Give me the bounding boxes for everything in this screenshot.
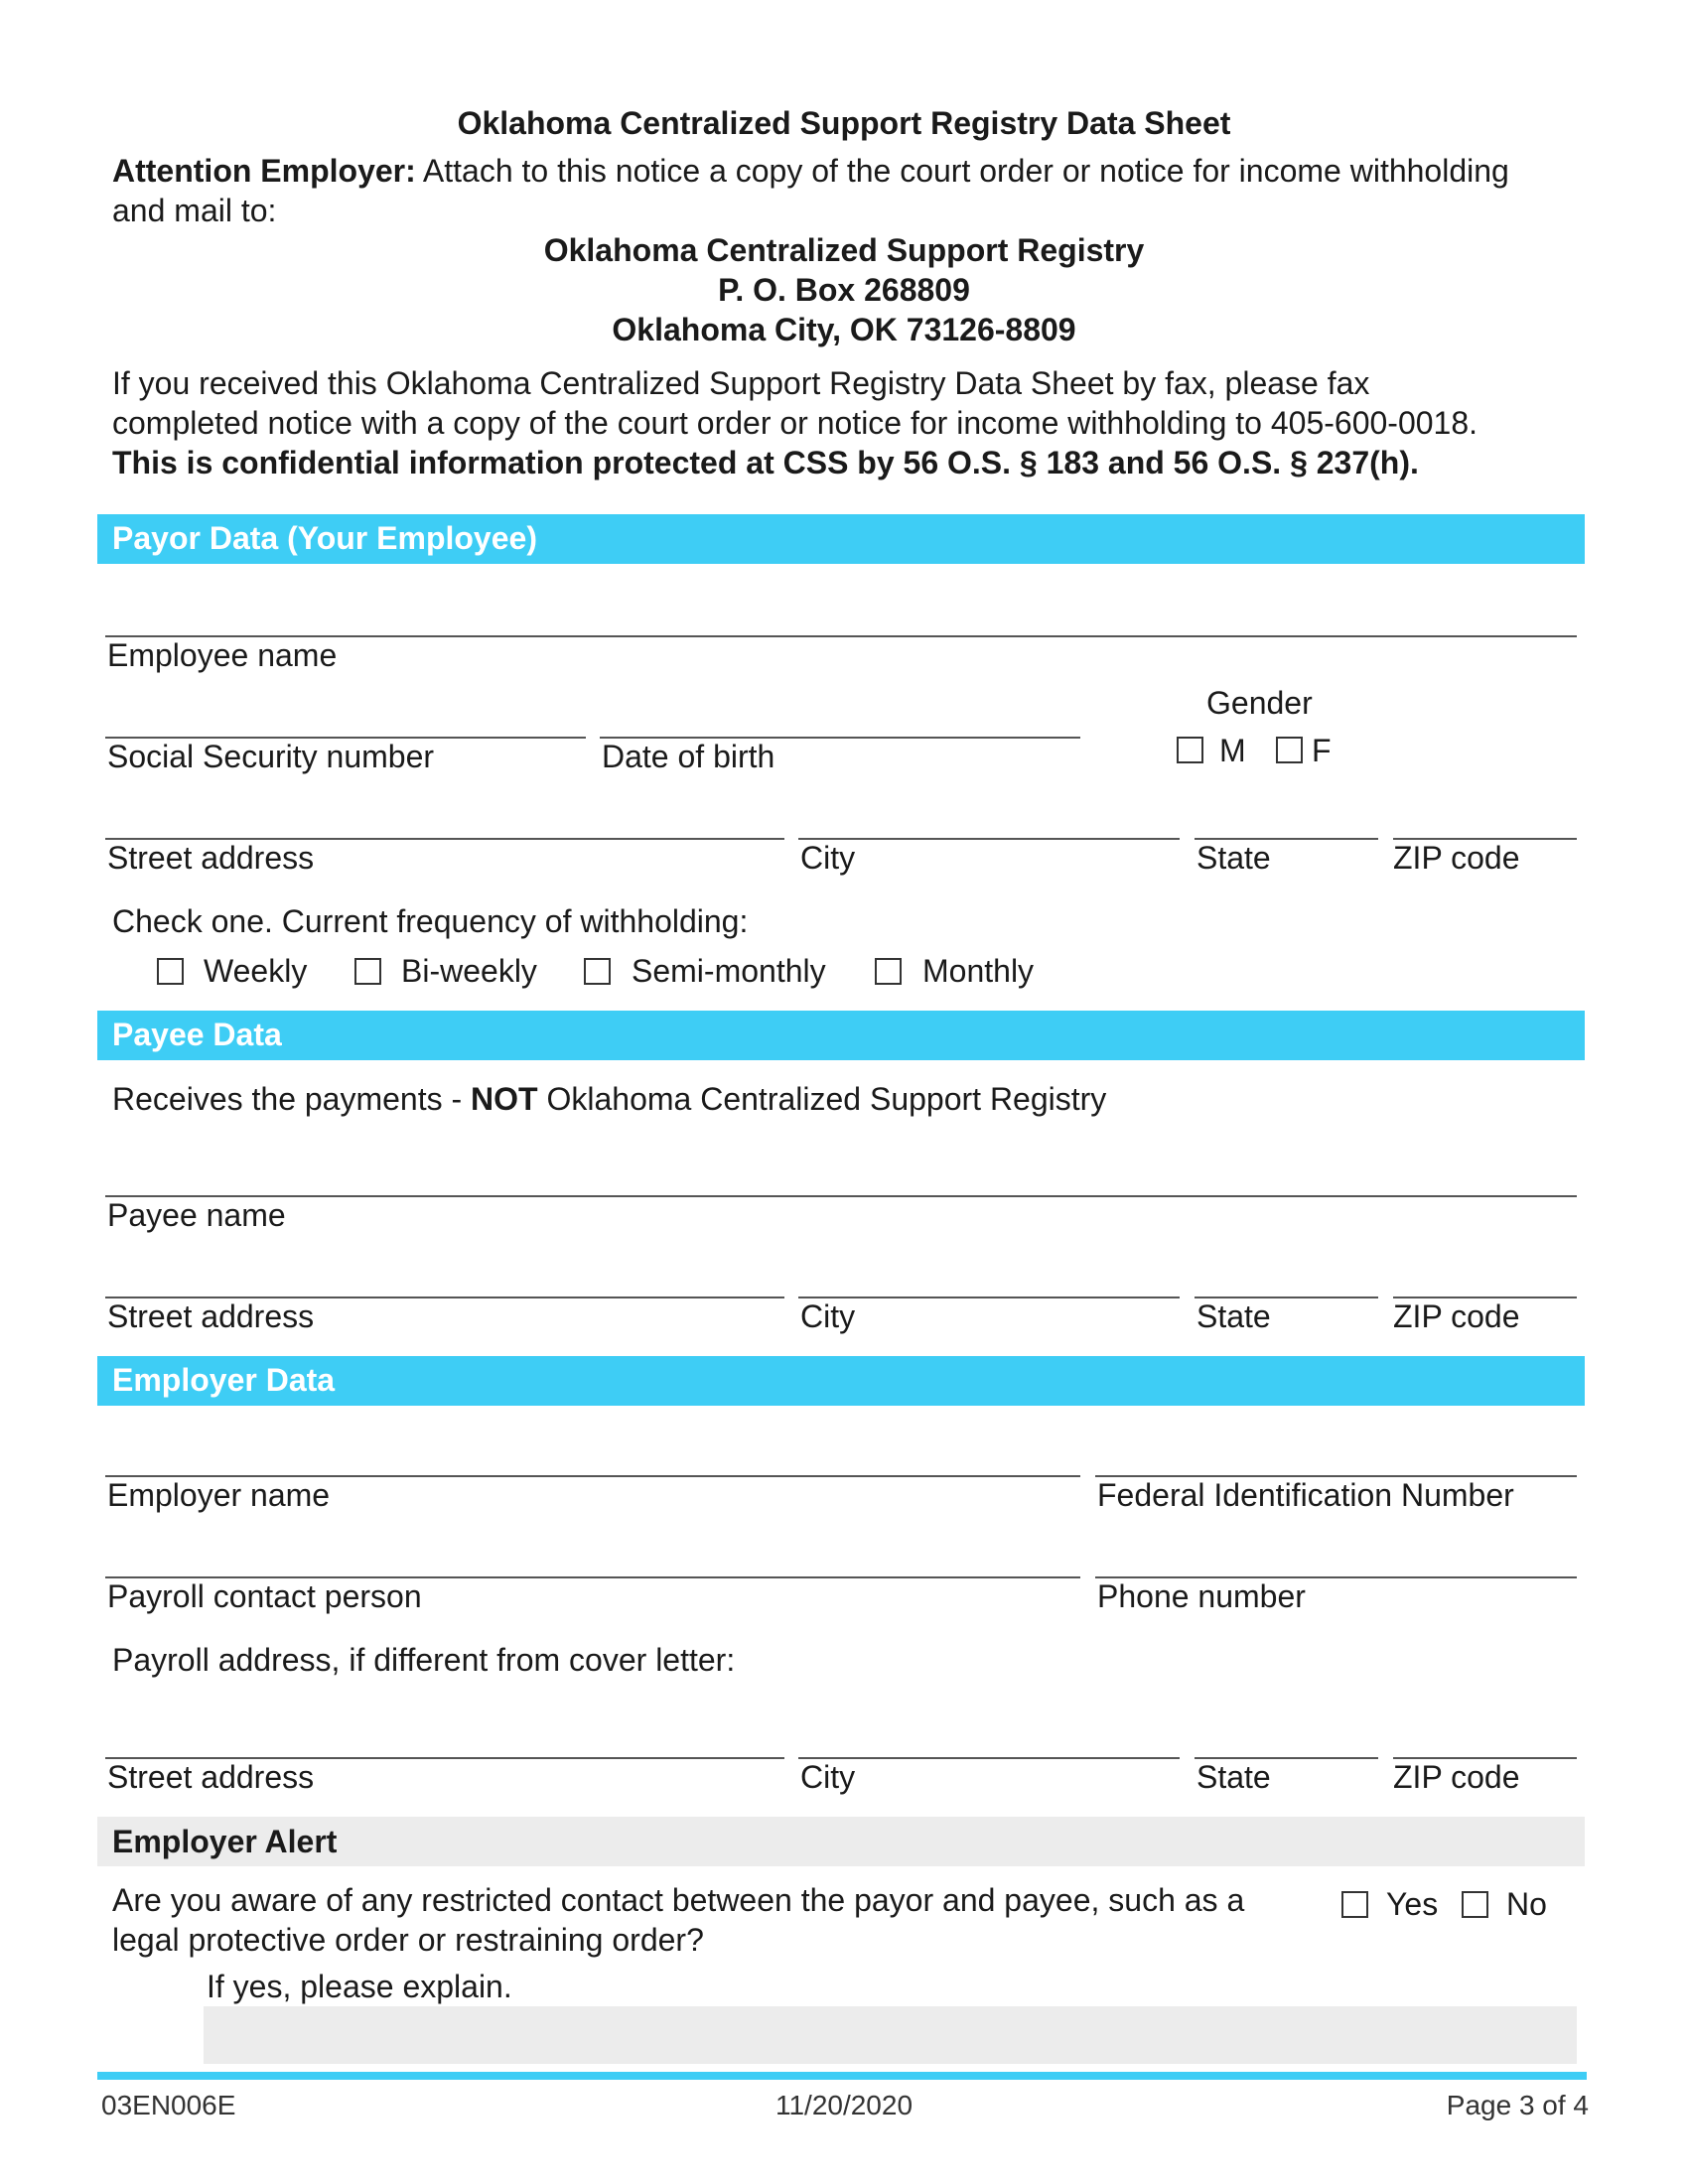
payee-state-label: State bbox=[1196, 1298, 1271, 1334]
freq-biweekly-checkbox[interactable] bbox=[354, 958, 381, 985]
frequency-label: Check one. Current frequency of withholding: bbox=[112, 903, 749, 939]
payor-street-label: Street address bbox=[107, 840, 315, 876]
freq-monthly-label: Monthly bbox=[922, 953, 1035, 989]
alert-question-line1: Are you aware of any restricted contact between the payor and payee, such as a bbox=[112, 1882, 1245, 1918]
employer-zip-label: ZIP code bbox=[1393, 1759, 1520, 1795]
alert-no-checkbox[interactable] bbox=[1462, 1891, 1488, 1918]
footer-page-number: Page 3 of 4 bbox=[1446, 2090, 1589, 2120]
gender-label: Gender bbox=[1206, 685, 1313, 721]
page-title: Oklahoma Centralized Support Registry Data Sheet bbox=[457, 105, 1231, 141]
payee-receives-note bbox=[112, 1079, 1106, 1119]
employer-city-label: City bbox=[800, 1759, 856, 1795]
employee-name-label: Employee name bbox=[107, 637, 338, 673]
gender-f-label: F bbox=[1312, 733, 1332, 768]
payee-city-label: City bbox=[800, 1298, 856, 1334]
payor-city-label: City bbox=[800, 840, 856, 876]
gender-m-label: M bbox=[1219, 733, 1246, 768]
registry-address-line1: Oklahoma Centralized Support Registry bbox=[543, 232, 1145, 268]
receives-suffix: Oklahoma Centralized Support Registry bbox=[537, 1081, 1107, 1117]
payee-zip-label: ZIP code bbox=[1393, 1298, 1520, 1334]
receives-prefix: Receives the payments - bbox=[112, 1081, 472, 1117]
payor-section-title: Payor Data (Your Employee) bbox=[112, 520, 537, 556]
freq-weekly-checkbox[interactable] bbox=[157, 958, 184, 985]
employer-city-field[interactable] bbox=[798, 1757, 1180, 1759]
explain-label: If yes, please explain. bbox=[207, 1969, 512, 2004]
payroll-address-label: Payroll address, if different from cover letter: bbox=[112, 1642, 736, 1678]
payor-zip-label: ZIP code bbox=[1393, 840, 1520, 876]
attention-line bbox=[112, 151, 1509, 191]
employer-street-label: Street address bbox=[107, 1759, 315, 1795]
footer-divider bbox=[97, 2072, 1587, 2080]
employer-name-label: Employer name bbox=[107, 1477, 331, 1513]
payee-street-label: Street address bbox=[107, 1298, 315, 1334]
freq-monthly-checkbox[interactable] bbox=[875, 958, 902, 985]
alert-yes-label: Yes bbox=[1386, 1886, 1439, 1922]
gender-f-checkbox[interactable] bbox=[1276, 737, 1303, 763]
footer-date: 11/20/2020 bbox=[774, 2090, 914, 2120]
alert-section-title: Employer Alert bbox=[112, 1824, 338, 1859]
attention-label: Attention Employer: bbox=[112, 153, 416, 189]
footer-form-code: 03EN006E bbox=[101, 2090, 236, 2120]
registry-address-line3: Oklahoma City, OK 73126-8809 bbox=[612, 312, 1076, 347]
freq-semimonthly-checkbox[interactable] bbox=[584, 958, 611, 985]
fax-instructions-line1: If you received this Oklahoma Centralized Support Registry Data Sheet by fax, please fax bbox=[112, 365, 1370, 401]
payor-state-label: State bbox=[1196, 840, 1271, 876]
attention-text: Attach to this notice a copy of the court order or notice for income withholding bbox=[415, 153, 1509, 189]
registry-address-line2: P. O. Box 268809 bbox=[718, 272, 970, 308]
freq-semimonthly-label: Semi-monthly bbox=[632, 953, 826, 989]
explain-textarea[interactable] bbox=[204, 2006, 1577, 2064]
fein-label: Federal Identification Number bbox=[1097, 1477, 1514, 1513]
alert-section-header bbox=[97, 1817, 1585, 1866]
payor-city-field[interactable] bbox=[798, 838, 1180, 840]
payee-section-title: Payee Data bbox=[112, 1017, 282, 1052]
freq-weekly-label: Weekly bbox=[204, 953, 308, 989]
dob-label: Date of birth bbox=[602, 739, 775, 774]
gender-m-checkbox[interactable] bbox=[1177, 737, 1203, 763]
receives-not: NOT bbox=[471, 1081, 538, 1117]
freq-biweekly-label: Bi-weekly bbox=[401, 953, 537, 989]
alert-question-line2: legal protective order or restraining order? bbox=[112, 1922, 704, 1958]
payee-name-field[interactable] bbox=[105, 1195, 1577, 1197]
employer-section-header bbox=[97, 1356, 1585, 1406]
attention-text-2: and mail to: bbox=[112, 193, 277, 228]
phone-label: Phone number bbox=[1097, 1578, 1306, 1614]
payee-name-label: Payee name bbox=[107, 1197, 286, 1233]
alert-no-label: No bbox=[1506, 1886, 1547, 1922]
confidential-notice: This is confidential information protected at CSS by 56 O.S. § 183 and 56 O.S. § 237(h). bbox=[112, 445, 1419, 480]
payee-city-field[interactable] bbox=[798, 1297, 1180, 1298]
fax-instructions-line2: completed notice with a copy of the court order or notice for income withholding to 405-600-0018. bbox=[112, 405, 1478, 441]
ssn-label: Social Security number bbox=[107, 739, 435, 774]
alert-yes-checkbox[interactable] bbox=[1341, 1891, 1368, 1918]
payor-section-header bbox=[97, 514, 1585, 564]
payroll-contact-label: Payroll contact person bbox=[107, 1578, 422, 1614]
employer-section-title: Employer Data bbox=[112, 1362, 336, 1398]
payee-section-header bbox=[97, 1011, 1585, 1060]
employer-state-label: State bbox=[1196, 1759, 1271, 1795]
